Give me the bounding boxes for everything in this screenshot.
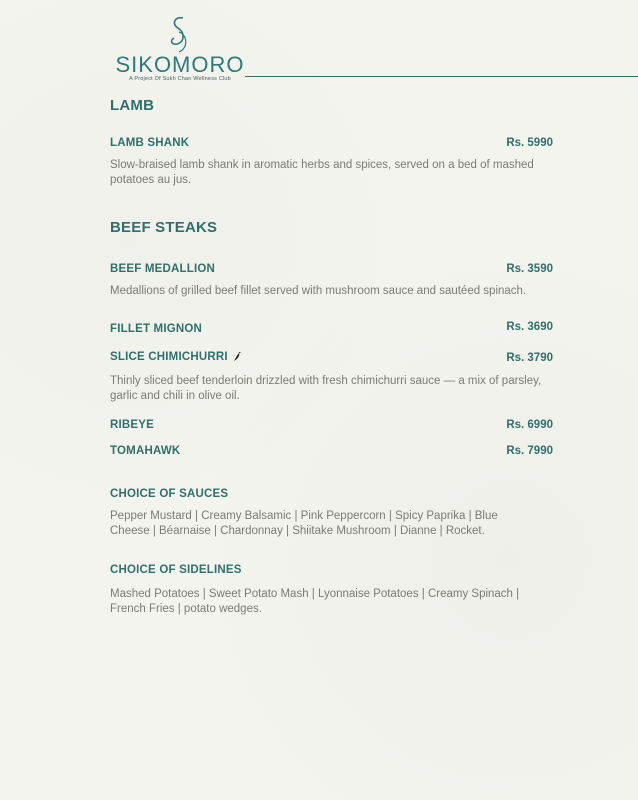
item-name-lamb-shank: LAMB SHANK xyxy=(110,137,190,149)
brand-name: SIKOMORO xyxy=(115,52,245,77)
item-name-slice-chimichurri: SLICE CHIMICHURRI xyxy=(110,351,228,363)
item-price-ribeye: Rs. 6990 xyxy=(506,419,553,431)
section-title-sidelines: CHOICE OF SIDELINES xyxy=(110,564,242,576)
section-title-lamb: LAMB xyxy=(110,97,155,114)
brand-tagline: A Project Of Sukh Chan Wellness Club xyxy=(129,76,231,82)
logo-mark-icon xyxy=(165,14,193,54)
header-divider xyxy=(245,76,638,77)
brand-logo xyxy=(110,14,250,84)
item-name-ribeye: RIBEYE xyxy=(110,419,155,431)
item-price-lamb-shank: Rs. 5990 xyxy=(506,137,553,149)
item-row-slice-chimichurri xyxy=(110,351,241,363)
item-price-tomahawk: Rs. 7990 xyxy=(506,445,553,457)
chili-icon xyxy=(233,352,241,362)
item-price-fillet-mignon: Rs. 3690 xyxy=(506,321,553,333)
sauces-list: Pepper Mustard | Creamy Balsamic | Pink Peppercorn | Spicy Paprika | Blue Cheese | Béarnaise | Chardonnay | Shiitake Mushroom | Dianne | Rocket. xyxy=(110,510,498,537)
item-desc-slice-chimichurri: Thinly sliced beef tenderloin drizzled with fresh chimichurri sauce — a mix of parsley, garlic and chili in olive oil. xyxy=(110,375,542,402)
item-price-beef-medallion: Rs. 3590 xyxy=(506,263,553,275)
item-name-fillet-mignon: FILLET MIGNON xyxy=(110,323,203,335)
item-name-beef-medallion: BEEF MEDALLION xyxy=(110,263,216,275)
sidelines-list: Mashed Potatoes | Sweet Potato Mash | Lyonnaise Potatoes | Creamy Spinach | French Fries | potato wedges. xyxy=(110,588,520,615)
section-title-beef-steaks: BEEF STEAKS xyxy=(110,219,218,236)
item-desc-beef-medallion: Medallions of grilled beef fillet served with mushroom sauce and sautéed spinach. xyxy=(110,285,527,297)
section-title-sauces: CHOICE OF SAUCES xyxy=(110,488,229,500)
item-price-slice-chimichurri: Rs. 3790 xyxy=(506,352,553,364)
item-name-tomahawk: TOMAHAWK xyxy=(110,445,181,457)
item-desc-lamb-shank: Slow-braised lamb shank in aromatic herbs and spices, served on a bed of mashed potatoes au jus. xyxy=(110,159,534,186)
